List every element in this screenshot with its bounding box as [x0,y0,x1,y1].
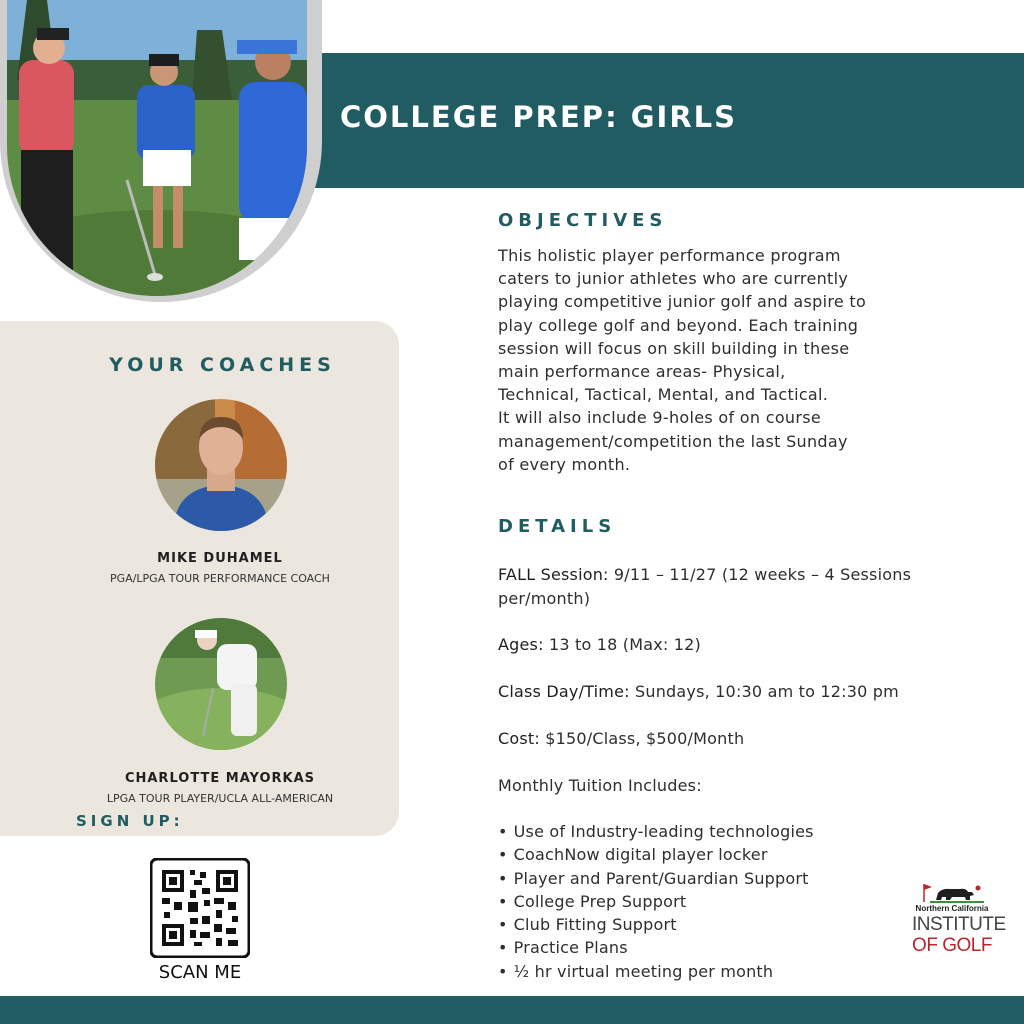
institute-logo [912,880,1006,958]
list-item: • ½ hr virtual meeting per month [498,960,814,983]
class-time-label: Class Day/Time: [498,682,630,701]
list-item: • Player and Parent/Guardian Support [498,867,814,890]
list-item: • CoachNow digital player locker [498,843,814,866]
cost-value: $150/Class, $500/Month [539,729,745,748]
coach-role: PGA/LPGA TOUR PERFORMANCE COACH [110,572,330,585]
session-label: FALL Session: [498,565,609,584]
page-title: COLLEGE PREP: GIRLS [340,100,738,134]
logo-line2: INSTITUTE [912,914,1006,935]
details-heading: DETAILS [498,516,617,537]
class-time-detail [498,680,899,703]
objectives-line: playing competitive junior golf and aspire to [498,292,867,312]
objectives-line: caters to junior athletes who are currently [498,269,849,289]
ages-value: 13 to 18 (Max: 12) [543,635,701,654]
cost-detail [498,727,744,750]
logo-line3: OF GOLF [912,935,992,956]
session-value: 9/11 – 11/27 (12 weeks – 4 Sessions [608,565,912,584]
list-item: • Use of Industry-leading technologies [498,820,814,843]
signup-label: SIGN UP: [76,812,184,830]
coach-name: MIKE DUHAMEL [157,551,283,566]
objectives-line: of every month. [498,454,631,474]
hero-photo [7,0,307,296]
list-item: • Practice Plans [498,936,814,959]
qr-code-icon[interactable] [150,858,250,958]
coach-photo-mike [155,399,287,531]
coach-photo-charlotte [155,618,287,750]
coach-name: CHARLOTTE MAYORKAS [124,771,316,786]
objectives-text [498,244,918,476]
objectives-line: play college golf and beyond. Each training [498,315,859,335]
session-detail-cont: per/month) [498,589,591,608]
cost-label: Cost: [498,729,540,748]
objectives-line: This holistic player performance program [498,246,841,265]
includes-list [498,820,814,983]
logo-line1: Northern California [915,904,989,913]
includes-heading: Monthly Tuition Includes: [498,776,702,795]
objectives-line: Technical, Tactical, Mental, and Tactical. [498,385,829,405]
coaches-heading: YOUR COACHES [109,354,336,376]
session-detail [498,563,911,586]
objectives-line: main performance areas- Physical, [498,362,786,382]
list-item: • Club Fitting Support [498,913,814,936]
list-item: • College Prep Support [498,890,814,913]
class-time-value: Sundays, 10:30 am to 12:30 pm [629,682,899,701]
hero-photo-frame [0,0,322,302]
coach-role: LPGA TOUR PLAYER/UCLA ALL-AMERICAN [106,792,334,805]
objectives-line: management/competition the last Sunday [498,431,848,451]
scan-me-label: SCAN ME [158,962,242,983]
objectives-heading: OBJECTIVES [498,210,668,231]
ages-label: Ages: [498,635,544,654]
objectives-line: session will focus on skill building in these [498,338,850,358]
objectives-line: It will also include 9-holes of on course [498,408,822,428]
footer-bar [0,996,1024,1024]
bear-flag-icon [912,880,992,906]
ages-detail [498,633,701,656]
